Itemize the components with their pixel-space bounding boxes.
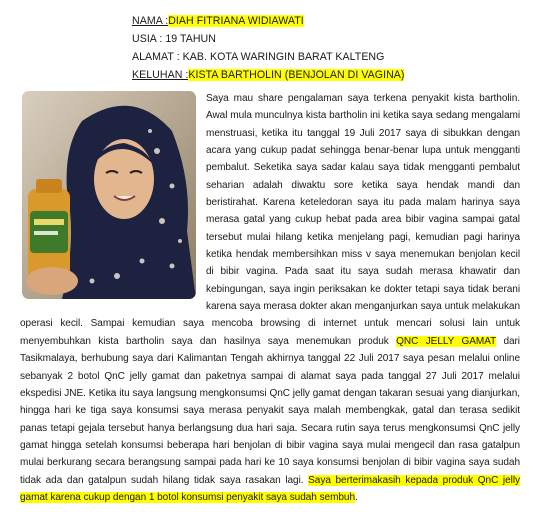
product-name: QNC JELLY GAMAT (396, 335, 497, 347)
closing-statement: Saya berterimakasih kepada produk QnC jelly gamat karena cukup dengan 1 botol konsumsi penyakit saya sudah sembuh (20, 474, 520, 503)
testimonial-text (20, 90, 520, 506)
story-part-2: dari Tasikmalaya, berhubung saya dari Kalimantan Tengah akhirnya tanggal 22 Juli 2017 saya pesan melalui online sebanyak 2 botol QnC jelly gamat dan paketnya sampai di alamat saya pada tanggal 27 Juli 2017 melalui ekspedisi JNE. Ketika itu saya langsung mengkonsumsi QnC jelly gamat dengan takaran sesuai yang dianjurkan, hingga hari ke tiga saya konsumsi saya merasa penyakit saya malah membengkak, gatal dan terasa sedikit panas tetapi gejala tersebut hanya berlangsung dua hari saja. Secara rutin saya terus mengkonsumsi QnC jelly gamat hingga setelah konsumsi beberapa hari benjolan di bibir vagina saya mulai mengecil dan rasa gatalpun mulai berkurang secara berangsung sampai pada hari ke 10 saya konsumsi benjolan di bibir vagina saya sudah tidak ada dan gatalpun sudah hilang tidak saya rasakan lagi. (20, 335, 520, 486)
name-label: NAMA : (132, 15, 169, 27)
name-line (132, 12, 522, 30)
address-line: ALAMAT : KAB. KOTA WARINGIN BARAT KALTENG (132, 51, 385, 63)
photo-spacer (20, 90, 206, 299)
testimonial-paragraph: Saya mau share pengalaman saya terkena penyakit kista bartholin. Awal mula munculnya kista bartholin ini ketika saya sedang mengalami menstruasi, ketika itu tanggal 19 Juli 2017 saya di sibukkan dengan acara yang cukup padat sehingga benar-benar lupa untuk mengganti pembalut. Seketika saya sadar kalau saya tidak mengganti pembalut seharian adalah diwaktu sore ketika saya hendak mandi dan beristirahat. Karena keteledoran saya itu pada malam harinya saya merasa gatal yang cukup hebat pada area bibir vagina sampai gatal tersebut mulai hilang ketika menjelang pagi, kemudian pagi harinya ketika hendak membersihkan miss v saya menemukan benjolan kecil di bibir vagina. Pada saat itu saya sudah merasa khawatir dan kebingungan, saya ingin periksakan ke dokter tetapi saya tidak berani karena saya merasa dokter akan menganjurkan saya untuk melakukan operasi kecil. Sampai kemudian saya mencoba browsing di internet untuk mencari solusi lain untuk menyembuhkan kista bartholin saya dan hasilnya saya menemukan produk QNC JELLY GAMAT dari Tasikmalaya, berhubung saya dari Kalimantan Tengah akhirnya tanggal 22 Juli 2017 saya pesan melalui online sebanyak 2 botol QnC jelly gamat dan paketnya sampai di alamat saya pada tanggal 27 Juli 2017 melalui ekspedisi JNE. Ketika itu saya langsung mengkonsumsi QnC jelly gamat dengan takaran sesuai yang dianjurkan, hingga hari ke tiga saya konsumsi saya merasa penyakit saya malah membengkak, gatal dan terasa sedikit panas tetapi gejala tersebut hanya berlangsung dua hari saja. Secara rutin saya terus mengkonsumsi QnC jelly gamat hingga setelah konsumsi beberapa hari benjolan di bibir vagina saya mulai mengecil dan rasa gatalpun mulai berkurang secara berangsung sampai pada hari ke 10 saya konsumsi benjolan di bibir vagina saya sudah tidak ada dan gatalpun sudah hilang tidak saya rasakan lagi. Saya berterimakasih kepada produk QnC jelly gamat karena cukup dengan 1 botol konsumsi penyakit saya sudah sembuh. (20, 93, 520, 503)
profile-header (132, 12, 522, 84)
complaint-line (132, 66, 522, 84)
age-line: USIA : 19 TAHUN (132, 33, 216, 45)
complaint-label: KELUHAN : (132, 69, 189, 81)
name-value: DIAH FITRIANA WIDIAWATI (168, 15, 304, 27)
complaint-value: KISTA BARTHOLIN (BENJOLAN DI VAGINA) (188, 69, 405, 81)
story-part-1: Saya mau share pengalaman saya terkena penyakit kista bartholin. Awal mula munculnya kista bartholin ini ketika saya sedang mengalami menstruasi, ketika itu tanggal 19 Juli 2017 saya di sibukkan dengan acara yang cukup padat sehingga benar-benar lupa untuk mengganti pembalut. Seketika saya sadar kalau saya tidak mengganti pembalut seharian adalah diwaktu sore ketika saya hendak mandi dan beristirahat. Karena keteledoran saya itu pada malam harinya saya merasa gatal yang cukup hebat pada area bibir vagina sampai gatal tersebut mulai hilang ketika menjelang pagi, kemudian pagi harinya ketika hendak membersihkan miss v saya menemukan benjolan kecil di bibir vagina. Pada saat itu saya sudah merasa khawatir dan kebingungan, saya ingin periksakan ke dokter tetapi saya tidak berani karena saya merasa dokter akan menganjurkan saya untuk melakukan operasi kecil. Sampai kemudian saya mencoba browsing di internet untuk mencari solusi lain untuk menyembuhkan kista bartholin saya dan hasilnya saya menemukan produk (20, 93, 520, 347)
